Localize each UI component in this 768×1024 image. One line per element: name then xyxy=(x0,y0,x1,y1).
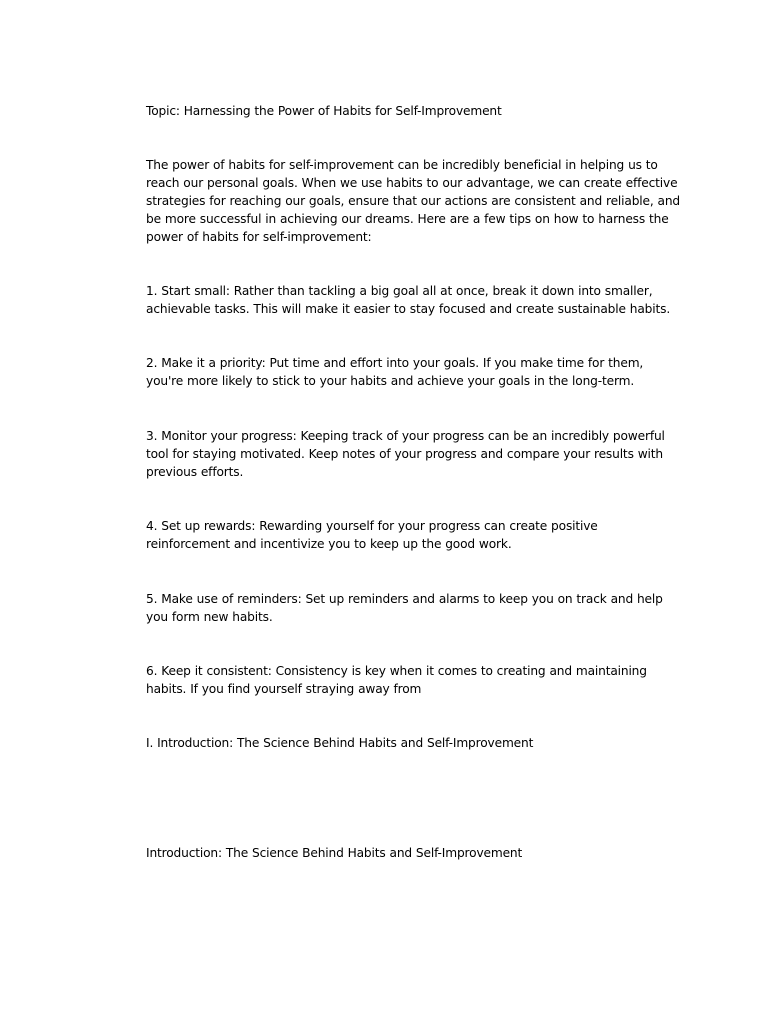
tip-line: you form new habits. xyxy=(146,610,273,624)
tip-line: habits. If you find yourself straying away from xyxy=(146,682,422,696)
intro-paragraph xyxy=(146,156,681,246)
tip-5-paragraph xyxy=(146,590,666,626)
tip-line: 6. Keep it consistent: Consistency is key when it comes to creating and maintaining xyxy=(146,664,647,678)
intro-line: reach our personal goals. When we use habits to our advantage, we can create effective xyxy=(146,176,678,190)
section-heading xyxy=(146,734,666,752)
tip-line: 2. Make it a priority: Put time and effort into your goals. If you make time for them, xyxy=(146,356,644,370)
intro-line: be more successful in achieving our dreams. Here are a few tips on how to harness the xyxy=(146,212,669,226)
tip-line: tool for staying motivated. Keep notes of your progress and compare your results with xyxy=(146,447,663,461)
tip-line: reinforcement and incentivize you to keep up the good work. xyxy=(146,537,512,551)
topic-line xyxy=(146,102,666,120)
tip-line: you're more likely to stick to your habits and achieve your goals in the long-term. xyxy=(146,374,635,388)
section-heading-2 xyxy=(146,844,666,862)
tip-line: achievable tasks. This will make it easier to stay focused and create sustainable habits. xyxy=(146,302,671,316)
intro-line: strategies for reaching our goals, ensure that our actions are consistent and reliable, and xyxy=(146,194,681,208)
intro-line: power of habits for self-improvement: xyxy=(146,230,372,244)
tip-4-paragraph xyxy=(146,517,666,553)
tip-3-paragraph xyxy=(146,427,666,481)
tip-line: previous efforts. xyxy=(146,465,244,479)
intro-line: The power of habits for self-improvement can be incredibly beneficial in helping us to xyxy=(146,158,658,172)
section-heading-text: I. Introduction: The Science Behind Habits and Self-Improvement xyxy=(146,736,534,750)
section-heading-2-text: Introduction: The Science Behind Habits and Self-Improvement xyxy=(146,846,523,860)
tip-line: 4. Set up rewards: Rewarding yourself for your progress can create positive xyxy=(146,519,598,533)
tip-line: 3. Monitor your progress: Keeping track of your progress can be an incredibly powerful xyxy=(146,429,665,443)
tip-line: 5. Make use of reminders: Set up reminders and alarms to keep you on track and help xyxy=(146,592,663,606)
tip-6-paragraph xyxy=(146,662,666,698)
tip-line: 1. Start small: Rather than tackling a big goal all at once, break it down into smaller, xyxy=(146,284,653,298)
topic-text: Topic: Harnessing the Power of Habits for Self-Improvement xyxy=(146,104,502,118)
tip-2-paragraph xyxy=(146,354,666,390)
tip-1-paragraph xyxy=(146,282,671,318)
